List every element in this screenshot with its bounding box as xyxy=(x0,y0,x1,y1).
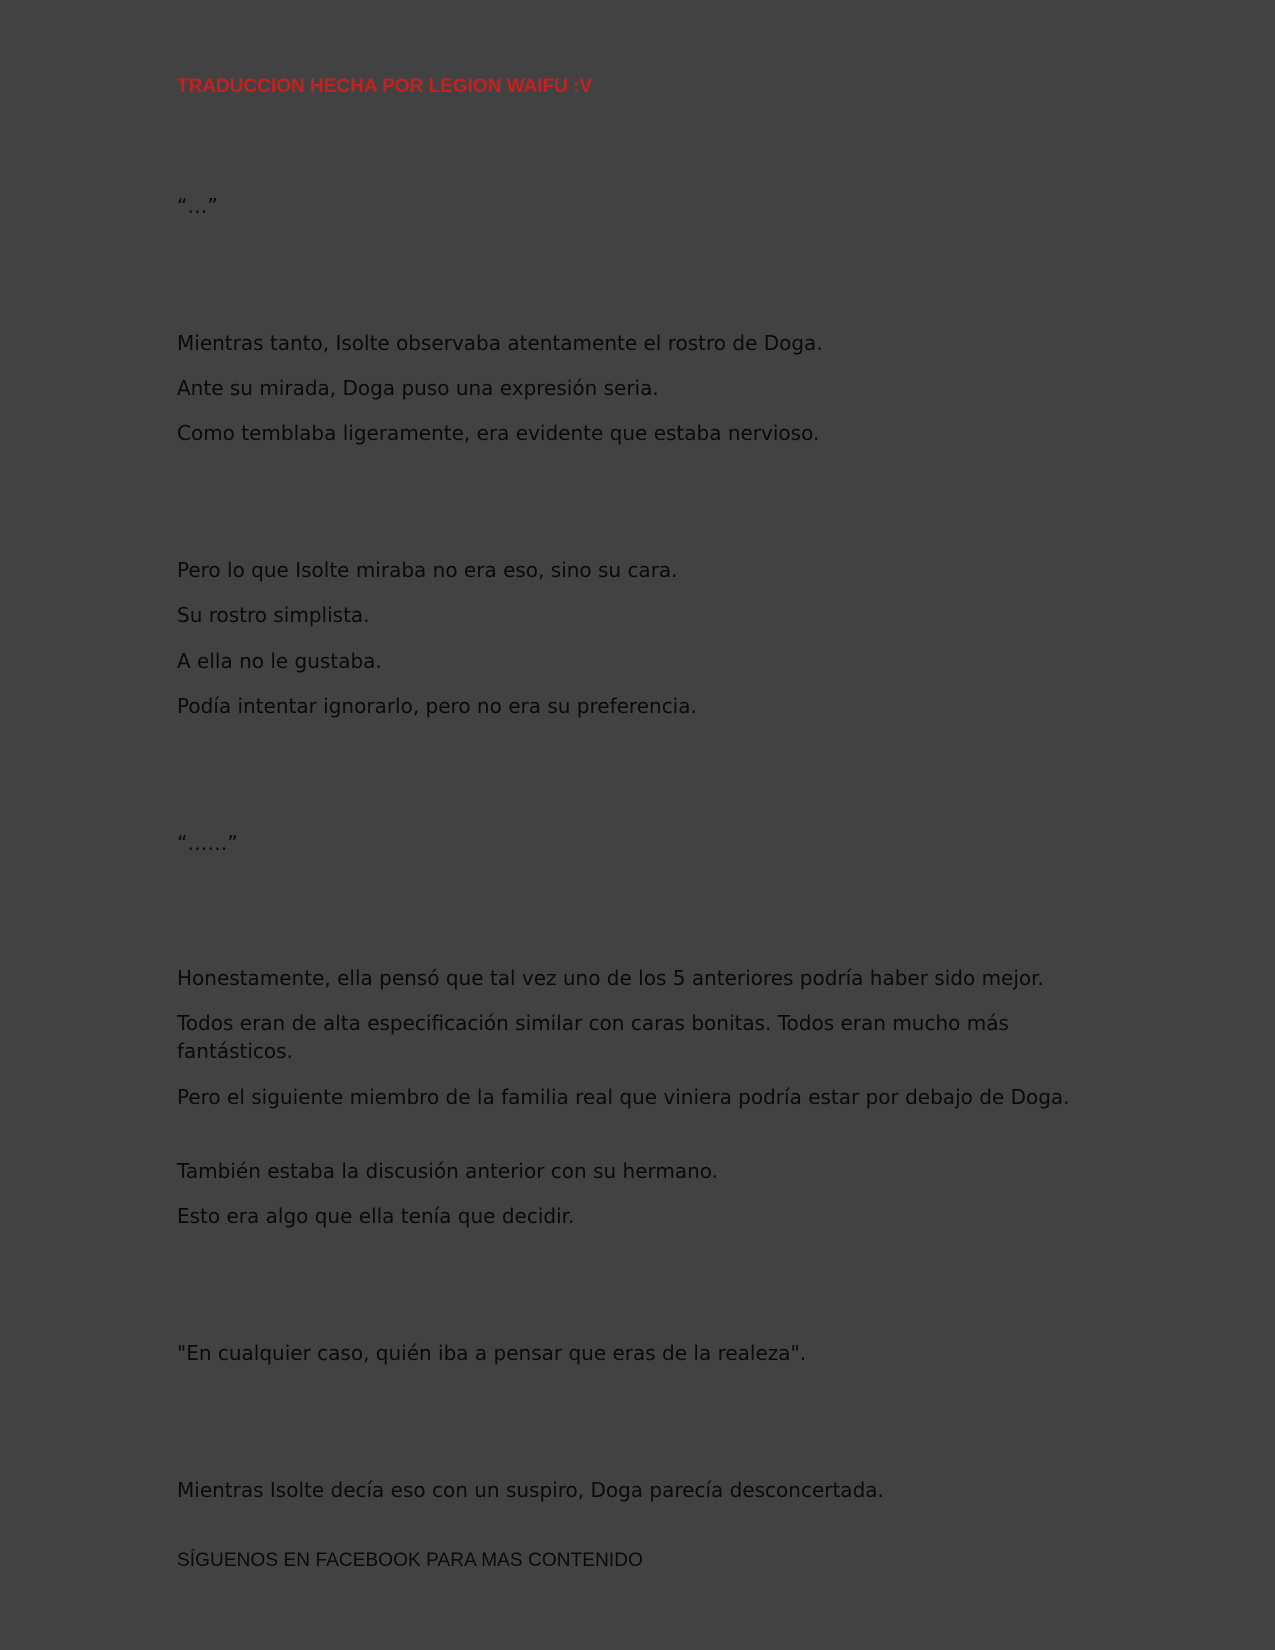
paragraph: Honestamente, ella pensó que tal vez uno de los 5 anteriores podría haber sido mejor. xyxy=(177,966,1044,990)
paragraph: A ella no le gustaba. xyxy=(177,649,382,673)
dialogue-ellipsis-short: “…” xyxy=(177,194,218,218)
paragraph: Su rostro simplista. xyxy=(177,603,370,627)
paragraph: También estaba la discusión anterior con su hermano. xyxy=(177,1159,719,1183)
paragraph: Mientras tanto, Isolte observaba atentamente el rostro de Doga. xyxy=(177,331,823,355)
paragraph: Esto era algo que ella tenía que decidir. xyxy=(177,1204,575,1228)
paragraph: Pero el siguiente miembro de la familia real que viniera podría estar por debajo de Doga. xyxy=(177,1085,1070,1109)
paragraph: Todos eran de alta especificación similar con caras bonitas. Todos eran mucho más fantásticos. xyxy=(177,1011,1009,1063)
dialogue-line: "En cualquier caso, quién iba a pensar que eras de la realeza". xyxy=(177,1341,807,1365)
translator-credit-header: TRADUCCION HECHA POR LEGION WAIFU :V xyxy=(177,76,593,97)
paragraph: Ante su mirada, Doga puso una expresión seria. xyxy=(177,376,659,400)
dialogue-ellipsis-long: “……” xyxy=(177,831,238,855)
facebook-follow-footer: SÍGUENOS EN FACEBOOK PARA MAS CONTENIDO xyxy=(177,1550,643,1571)
paragraph: Pero lo que Isolte miraba no era eso, sino su cara. xyxy=(177,558,678,582)
paragraph: Mientras Isolte decía eso con un suspiro, Doga parecía desconcertada. xyxy=(177,1478,884,1502)
paragraph: Como temblaba ligeramente, era evidente que estaba nervioso. xyxy=(177,421,820,445)
paragraph: Podía intentar ignorarlo, pero no era su preferencia. xyxy=(177,694,697,718)
